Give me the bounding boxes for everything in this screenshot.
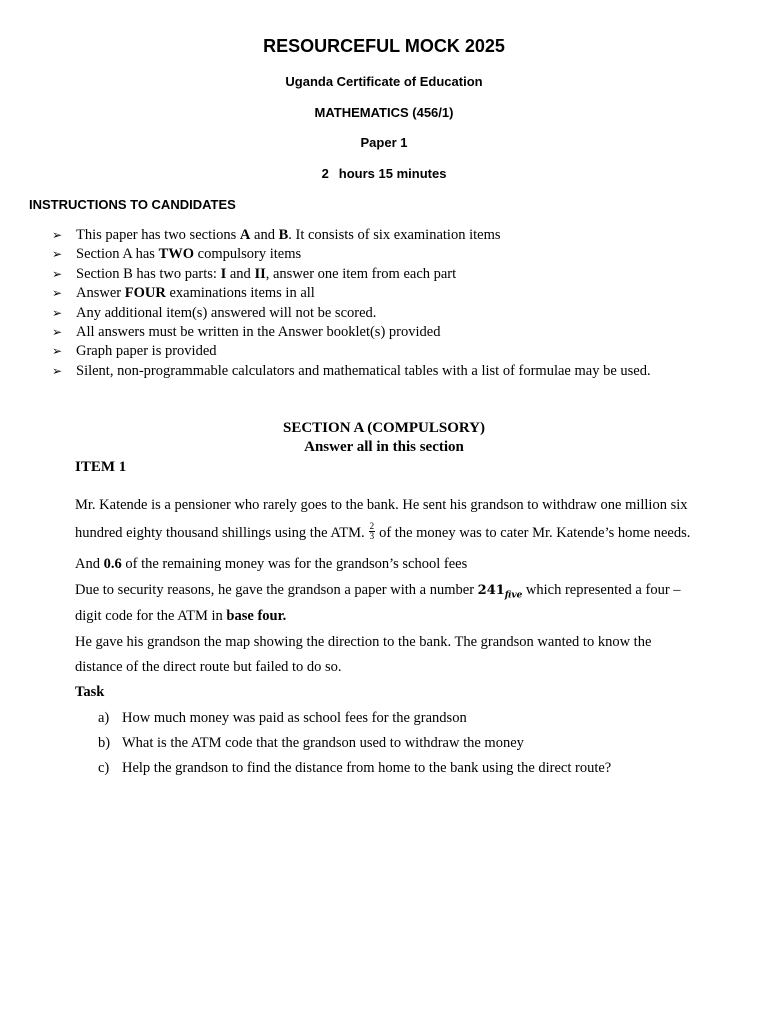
scenario-line: digit code for the ATM in base four. bbox=[75, 608, 287, 624]
scenario-line: And 0.6 of the remaining money was for the grandson’s school fees bbox=[75, 556, 468, 572]
section-a-title: SECTION A (COMPULSORY) bbox=[283, 420, 485, 436]
subject-code: MATHEMATICS (456/1) bbox=[314, 105, 454, 120]
exam-duration bbox=[0, 166, 768, 181]
instruction-item: ➢ This paper has two sections A and B. It consists of six examination items bbox=[52, 226, 752, 245]
section-a-subtitle: Answer all in this section bbox=[304, 439, 464, 455]
scenario-line: distance of the direct route but failed to do so. bbox=[75, 659, 342, 675]
duration-text: hours 15 minutes bbox=[338, 166, 447, 181]
scenario-line: He gave his grandson the map showing the direction to the bank. The grandson wanted to know the bbox=[75, 634, 652, 650]
arrow-bullet-icon: ➢ bbox=[52, 247, 63, 262]
arrow-bullet-icon: ➢ bbox=[52, 266, 63, 281]
fraction: $\frac{2}{3}$ bbox=[369, 521, 375, 541]
scenario-line: Mr. Katende is a pensioner who rarely goes to the bank. He sent his grandson to withdraw one million six bbox=[75, 497, 688, 513]
instruction-item: ➢ Answer FOUR examinations items in all bbox=[52, 284, 752, 303]
instruction-item: ➢ Section B has two parts: I and II, answer one item from each part bbox=[52, 265, 752, 284]
scenario-line: hundred eighty thousand shillings using the ATM. $\frac{2}{3}$ of the money was to cater Mr. Katende’s home needs. bbox=[75, 521, 691, 541]
task-list bbox=[98, 708, 611, 783]
instruction-item: ➢ Graph paper is provided bbox=[52, 342, 752, 361]
task-item: c) Help the grandson to find the distance from home to the bank using the direct route? bbox=[98, 760, 612, 776]
instruction-item: ➢ Section A has TWO compulsory items bbox=[52, 245, 752, 264]
task-label: Task bbox=[75, 684, 105, 700]
arrow-bullet-icon: ➢ bbox=[52, 324, 63, 339]
task-item: b) What is the ATM code that the grandson used to withdraw the money bbox=[98, 735, 524, 751]
duration-number: 2 bbox=[321, 166, 329, 181]
instruction-item: ➢ Any additional item(s) answered will not be scored. bbox=[52, 304, 752, 323]
instructions-list bbox=[52, 226, 752, 381]
scenario-line: Due to security reasons, he gave the grandson a paper with a number $241_{five}$ which represented a four – bbox=[75, 582, 681, 601]
exam-title: RESOURCEFUL MOCK 2025 bbox=[263, 36, 505, 56]
atm-code-number: $241_{five}$ bbox=[477, 583, 523, 601]
arrow-bullet-icon: ➢ bbox=[52, 228, 63, 242]
arrow-bullet-icon: ➢ bbox=[52, 344, 63, 359]
instruction-item: ➢ All answers must be written in the Answer booklet(s) provided bbox=[52, 323, 752, 342]
instruction-item: ➢ Silent, non-programmable calculators and mathematical tables with a list of formulae may be used. bbox=[52, 362, 752, 381]
paper-number: Paper 1 bbox=[360, 135, 408, 150]
item-title: ITEM 1 bbox=[75, 459, 127, 475]
task-item: a) How much money was paid as school fees for the grandson bbox=[98, 710, 467, 726]
arrow-bullet-icon: ➢ bbox=[52, 305, 63, 320]
arrow-bullet-icon: ➢ bbox=[52, 286, 63, 301]
arrow-bullet-icon: ➢ bbox=[52, 363, 63, 378]
instructions-heading: INSTRUCTIONS TO CANDIDATES bbox=[29, 197, 236, 212]
certificate-name: Uganda Certificate of Education bbox=[285, 74, 483, 89]
